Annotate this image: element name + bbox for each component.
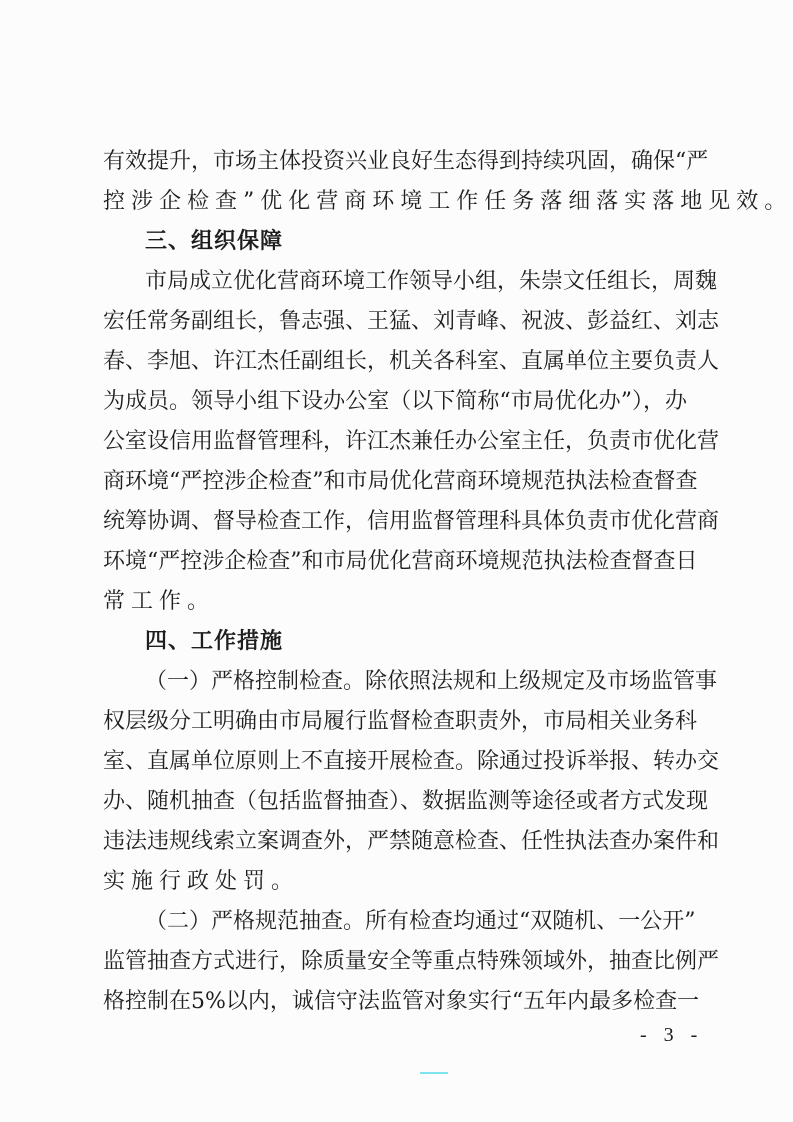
text-line: 环境“严控涉企检查”和市局优化营商环境规范执法检查督查日 bbox=[103, 549, 698, 574]
text-line: 违法违规线索立案调查外，严禁随意检查、任性执法查办案件和 bbox=[103, 829, 720, 854]
text-line: 权层级分工明确由市局履行监督检查职责外，市局相关业务科 bbox=[103, 709, 698, 734]
document-body bbox=[103, 142, 793, 1022]
section-heading: 四、工作措施 bbox=[145, 629, 284, 654]
paragraph-last-line: 实施行政处罚。 bbox=[103, 869, 300, 894]
text-line: 统筹协调、督导检查工作，信用监督管理科具体负责市优化营商 bbox=[103, 509, 720, 534]
text-line: 办、随机抽查（包括监督抽查）、数据监测等途径或者方式发现 bbox=[103, 789, 709, 814]
paragraph-first-line: 市局成立优化营商环境工作领导小组，朱崇文任组长，周魏 bbox=[145, 269, 718, 294]
text-line: 室、直属单位原则上不直接开展检查。除通过投诉举报、转办交 bbox=[103, 749, 720, 774]
text-line: 春、李旭、许江杰任副组长，机关各科室、直属单位主要负责人 bbox=[103, 349, 720, 374]
text-line: 格控制在5%以内，诚信守法监管对象实行“五年内最多检查一 bbox=[103, 989, 700, 1014]
paragraph-last-line: 常工作。 bbox=[103, 589, 216, 614]
scan-mark bbox=[420, 1072, 448, 1074]
paragraph-first-line: （一）严格控制检查。除依照法规和上级规定及市场监管事 bbox=[145, 669, 718, 694]
section-heading: 三、组织保障 bbox=[145, 229, 284, 254]
text-line: 商环境“严控涉企检查”和市局优化营商环境规范执法检查督查 bbox=[103, 469, 698, 494]
text-line: 监管抽查方式进行，除质量安全等重点特殊领域外，抽查比例严 bbox=[103, 949, 720, 974]
paragraph-first-line: （二）严格规范抽查。所有检查均通过“双随机、一公开” bbox=[145, 909, 696, 934]
text-line: 有效提升，市场主体投资兴业良好生态得到持续巩固，确保“严 bbox=[103, 149, 709, 174]
text-line: 公室设信用监督管理科，许江杰兼任办公室主任，负责市优化营 bbox=[103, 429, 720, 454]
paragraph-last-line: 控涉企检查”优化营商环境工作任务落细落实落地见效。 bbox=[103, 189, 793, 214]
page-number: - 3 - bbox=[640, 1024, 704, 1046]
text-line: 为成员。领导小组下设办公室（以下简称“市局优化办”），办 bbox=[103, 389, 687, 414]
text-line: 宏任常务副组长，鲁志强、王猛、刘青峰、祝波、彭益红、刘志 bbox=[103, 309, 720, 334]
